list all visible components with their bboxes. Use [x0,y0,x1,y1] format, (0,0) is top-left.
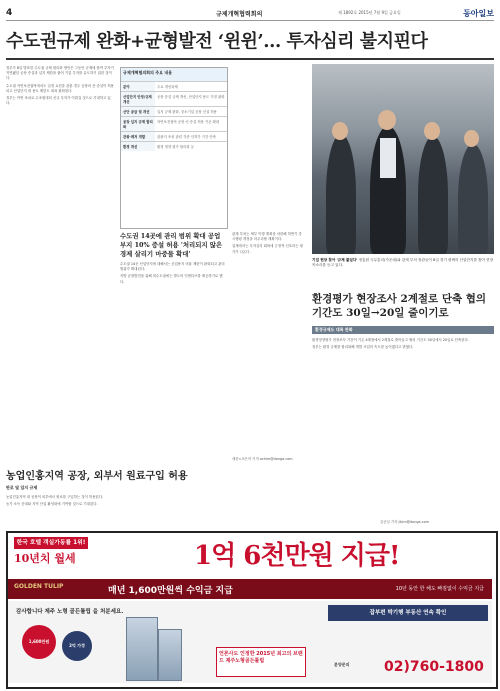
ad-badge: 한국 호텔 객실가동률 1위! [14,537,88,549]
policy-table [120,67,228,229]
table-key: 관광·레저 개발 [121,132,155,141]
ad-bar [8,579,492,599]
paragraph: 정부는 이번 조치로 수조원대의 신규 투자가 이뤄질 것으로 기대하고 있다. [6,96,111,106]
paragraph: 환경영향평가 현장조사 기간이 기존 4계절에서 2계절로 줄어들고 협의 기간도 30일에서 20일로 단축된다. [312,338,469,342]
article-column-3 [232,232,306,452]
paragraph: 농업진흥지역 내 공장이 외부에서 원료를 구입하는 것이 허용된다. [6,495,104,499]
ad-right-panel [328,605,488,679]
table-key: 환경 개선 [121,142,155,151]
advertisement[interactable] [6,531,498,689]
table-row [121,91,227,106]
table-value: 입지 규제 완화, 중소기업 공장 신설 허용 [157,110,217,114]
paragraph: 수도권 14곳 산업단지에 대해서는 공업용지 비율 제한이 완화되고 관리 범위가 확대된다. [120,262,225,272]
photo-face [378,110,396,130]
page-header [6,6,494,21]
photo-face [332,122,348,140]
table-row [121,81,227,91]
story2-subtag: 환경규제도 대폭 완화 [312,326,494,334]
ad-top [8,533,492,577]
photo-person [458,144,488,254]
article-byline: 세종=조은아 기자 achim@donga.com [232,457,293,461]
ad-phone-number[interactable]: 02)760-1800 [384,659,484,675]
paragraph: 정부가 8일 발표한 수도권 규제 합리화 방안은 그동안 규제에 묶여 투자가 지연됐던 공장 증설과 입지 제한을 풀어 기업 투자를 유도하기 위한 것이다. [6,66,114,81]
ad-main-headline: 1억 6천만원 지급! [194,541,400,571]
ad-bar-main: 매년 1,600만원씩 수익금 지급 [108,586,233,596]
ad-promo: 언론사도 인정한 2015년 최고의 브랜드 제주노형골든튤립 [216,647,306,677]
table-value: 주요 개선과제 [157,85,178,89]
main-headline: 수도권규제 완화+균형발전 ‘윈윈’… 투자심리 불지핀다 [6,31,428,52]
page-number: 4 [6,8,13,18]
ad-circle: 1,600만원 [22,625,56,659]
section-title: 규제개혁협력회의 [216,11,263,18]
ad-building-image [158,629,182,681]
article-subhead: 수도권 14곳에 관리 범위 확대 공업 부지 10% 증설 허용 '처리되지 않은 경제 살리기 마중물 확대' [120,232,223,258]
story2-byline: 김준일 기자 jikim@donga.com [380,520,429,524]
ad-right-headline: 잡부편 박기행 부동산 연속 확인 [328,605,488,621]
paragraph: 정부는 환경 규제를 합리화해 개발 사업의 속도를 높이겠다고 밝혔다. [312,345,414,350]
table-value: 관광지 조성 관련 각종 인허가 기간 단축 [157,135,216,139]
news-photo [312,64,494,254]
issue-date: 제 1892호 2015년 7월 9일 금요일 [338,10,401,15]
story2-headline: 환경평가 현장조사 2계절로 단축 협의기간도 30일→20일 줄이기로 [312,293,487,319]
ad-left-headline: 10년치 월세 [14,552,76,565]
table-value: 공장 증설 규제 개선, 산업단지 용도 지정 완화 [157,95,225,99]
table-value: 환경 영향 평가 합리화 등 [157,145,195,149]
story3-tag: 판로 및 입지 규제 [6,485,38,490]
ad-tagline: 감사합니다 제주 노형 골든튤립 을 처분세요. [16,609,124,615]
ad-brand: GOLDEN TULIP [14,583,64,590]
article-column-1 [6,66,114,456]
newspaper-logo: 동아일보 [463,9,494,18]
ad-phone-label: 분양문의 [334,662,350,667]
caption-text: 정홍원 국무총리(가운데)와 관계 부처 장관들이 8일 경기 평택의 산업단지를 찾아 현장 목소리를 듣고 있다. [312,258,494,267]
photo-face [424,122,440,140]
photo-person [326,134,356,254]
paragraph: 업계에서는 투자심리 회복에 긍정적 신호라는 평가가 나온다. [232,244,303,254]
paragraph: 관계 부처는 세부 이행 계획을 마련해 하반기 중 시행령 개정을 마무리할 계획이다. [232,232,302,242]
paragraph: 농가 소득 증대와 지역 산업 활성화에 기여할 것으로 기대된다. [6,502,98,507]
ad-circle: 2억 가정 [62,631,92,661]
story2-body [312,338,494,518]
photo-person [418,136,448,254]
article-column-2 [120,262,226,457]
ad-lower [8,601,492,683]
story3-headline: 농업인홍지역 공장, 외부서 원료구입 허용 [6,471,188,482]
photo-shirt [380,138,396,178]
caption-title: 기업 현장 찾아 '규제 풀었다' [312,258,358,262]
paragraph: 지방 균형발전을 위해 비수도권에는 별도의 인센티브를 제공하기로 했다. [120,274,223,284]
table-row [121,116,227,131]
photo-face [464,130,479,147]
story3-body [6,495,226,527]
headline-rule [6,58,494,60]
table-value: 자연보전권역 공장 신·증설 허용 기준 확대 [157,120,220,124]
table-row [121,106,227,116]
table-key: 분야 [121,82,155,91]
ad-building-image [126,617,158,681]
photo-caption [312,258,494,268]
table-row [121,141,227,151]
paragraph: 수도권 자연보전권역에서도 일정 요건을 갖춘 경우 공장의 신·증설이 허용되고 산업단지 내 용도 제한도 대폭 완화된다. [6,83,114,93]
table-key: 공장 입지 규제 합리화 [121,117,155,131]
table-key: 산업단지 안정/규제 개선 [121,92,155,106]
table-row [121,131,227,141]
table-key: 산단 공급 및 개선 [121,107,155,116]
ad-bar-right: 10년 동안 한 해도 빠짐없이 수익금 지급 [395,586,484,592]
table-title: 규제개혁협의회의 주요 내용 [121,68,227,81]
